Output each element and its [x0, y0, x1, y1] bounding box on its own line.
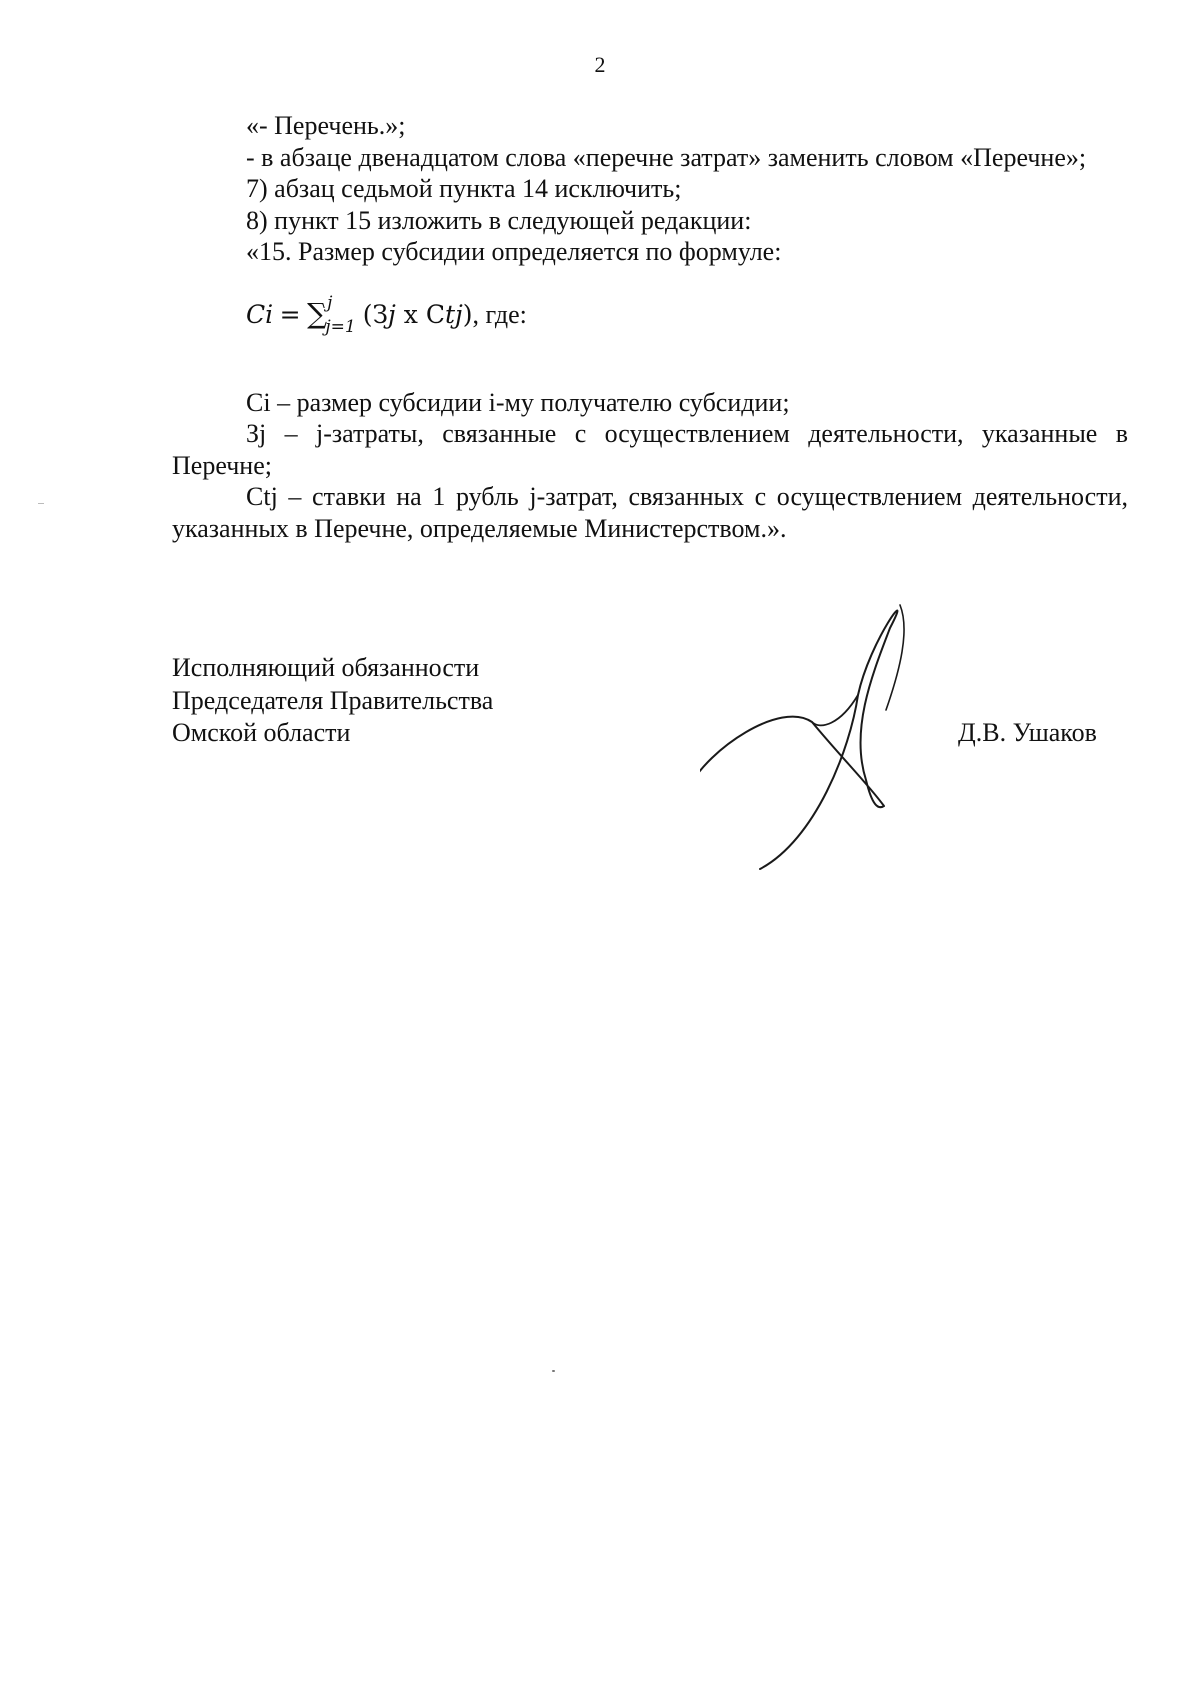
document-body — [172, 110, 1128, 544]
formula-lhs: Ci — [246, 299, 274, 329]
definition-ci: Ci – размер субсидии i-му получателю субсидии; — [246, 387, 790, 417]
formula-lower-limit: j=1 — [325, 316, 356, 337]
formula-term-close: ) — [462, 299, 473, 329]
paragraph-punkt-8: 8) пункт 15 изложить в следующей редакции: — [246, 205, 752, 235]
formula-times: x — [395, 299, 426, 329]
formula-sum-symbol: ∑ — [307, 296, 328, 330]
signatory-title-line-2: Председателя Правительства — [172, 685, 494, 715]
formula-term-c: С — [425, 299, 445, 329]
paragraph-abzac-dvenadcatyi: - в абзаце двенадцатом слова «перечне затрат» заменить словом «Перечне»; — [246, 142, 1087, 172]
paragraph-perechen: «- Перечень.»; — [246, 111, 406, 140]
definition-zj: Зj – j-затраты, связанные с осуществлением деятельности, указанные в Перечне; — [172, 419, 1128, 480]
handwritten-signature — [700, 600, 980, 890]
page-number: 2 — [594, 52, 606, 77]
subsidy-formula — [246, 292, 1128, 350]
formula-term-j: j — [388, 299, 396, 329]
formula-term-open: (З — [362, 299, 389, 329]
signatory-name: Д.В. Ушаков — [958, 718, 1097, 747]
signatory-title-line-3: Омской области — [172, 718, 351, 747]
formula-term-tj: tj — [444, 299, 463, 329]
formula-suffix: , где: — [472, 299, 527, 329]
formula-equals: = — [279, 299, 301, 329]
scan-margin-mark — [38, 503, 44, 504]
paragraph-punkt-7: 7) абзац седьмой пункта 14 исключить; — [246, 174, 682, 203]
signatory-title — [172, 652, 493, 750]
formula-upper-limit: j — [327, 292, 333, 313]
definition-ctj: Сtj – ставки на 1 рубль j-затрат, связанных с осуществлением деятельности, указанных в Перечне, определяемые Министерством.». — [172, 482, 1128, 543]
scan-speck — [552, 1370, 555, 1372]
signatory-title-line-1: Исполняющий обязанности — [172, 653, 480, 682]
paragraph-punkt-15: «15. Размер субсидии определяется по формуле: — [246, 237, 782, 266]
